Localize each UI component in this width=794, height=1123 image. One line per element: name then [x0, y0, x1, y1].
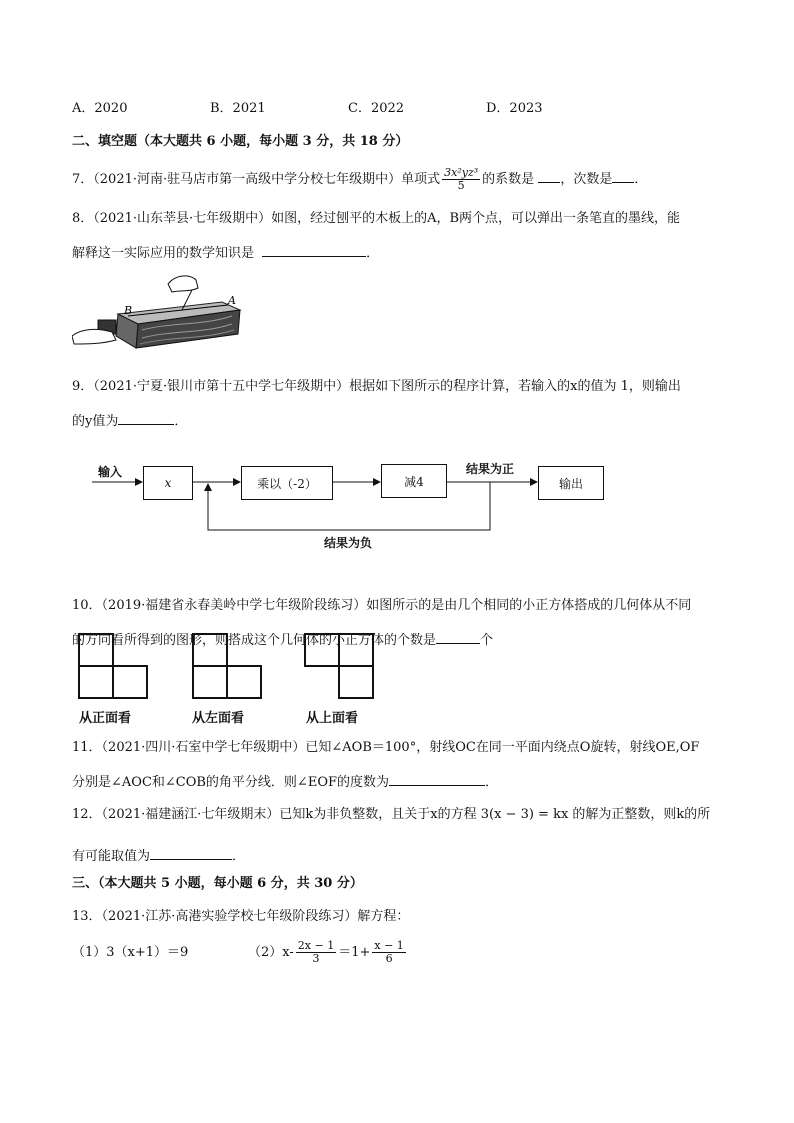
q10-end: 个 — [480, 633, 494, 648]
view-caption-left: 从左面看 — [192, 711, 245, 726]
q13-frac2-den: 6 — [385, 952, 393, 965]
flow-subtract-box: 减4 — [381, 464, 447, 498]
q9-end: ． — [174, 414, 188, 429]
front-view-square — [78, 633, 114, 667]
top-view-square — [304, 633, 340, 667]
label-b: B — [124, 304, 133, 317]
section-2-heading: 二、填空题（本大题共 6 小题，每小题 3 分，共 18 分） — [72, 134, 409, 149]
q13-line1: 13．（2021·江苏·高港实验学校七年级阶段练习）解方程： — [72, 909, 410, 924]
label-a: A — [228, 294, 236, 307]
section-3-heading: 三、（本大题共 5 小题，每小题 6 分，共 30 分） — [72, 876, 363, 891]
q13-part1: （1）3（x+1）＝9 — [72, 945, 189, 960]
flow-x-box: x — [143, 466, 193, 500]
q13-fraction-1 — [296, 940, 336, 965]
flow-positive-label: 结果为正 — [466, 462, 515, 476]
flow-input-label: 输入 — [98, 465, 123, 479]
q11-line2-row — [72, 771, 498, 792]
q9-line2-row — [72, 410, 187, 431]
q7-frac-den: 5 — [457, 179, 465, 192]
flow-output-box: 输出 — [538, 466, 604, 500]
q12-answer-blank[interactable] — [150, 845, 232, 860]
q8-line2: 解释这一实际应用的数学知识是 — [72, 246, 255, 261]
q13-frac1-den: 3 — [312, 952, 320, 965]
q8-end: ． — [366, 246, 380, 261]
option-a: A．2020 — [72, 101, 128, 116]
q9-line2: 的y值为 — [72, 414, 119, 429]
option-d: D．2023 — [486, 101, 543, 116]
q7-end: ． — [634, 172, 648, 187]
q12-line2-row — [72, 845, 245, 866]
left-view-square — [226, 665, 262, 699]
option-c: C．2022 — [348, 101, 405, 116]
front-view-square — [78, 665, 114, 699]
q11-line1: 11．（2021·四川·石室中学七年级期中）已知∠AOB＝100°，射线OC在同一平面内绕点O旋转，射线OE,OF — [72, 740, 700, 755]
left-view-square — [192, 665, 228, 699]
q12-line2: 有可能取值为 — [72, 849, 151, 864]
q10-answer-blank[interactable] — [436, 629, 480, 644]
q7-frac-num: 3x²yz³ — [444, 166, 479, 179]
q7-prefix: 7．（2021·河南·驻马店市第一高级中学分校七年级期中）单项式 — [72, 172, 441, 187]
question-7 — [72, 167, 647, 192]
top-view-square — [338, 633, 374, 667]
q11-answer-blank[interactable] — [389, 771, 485, 786]
flow-multiply-box: 乘以（-2） — [241, 466, 333, 500]
q13-frac2-num: x − 1 — [374, 939, 404, 952]
q7-blank-degree[interactable] — [612, 168, 634, 183]
flow-negative-label: 结果为负 — [324, 536, 373, 550]
q7-sep: ，次数是 — [560, 172, 613, 187]
q7-fraction — [442, 167, 480, 192]
view-caption-front: 从正面看 — [79, 711, 132, 726]
q13-part2 — [248, 938, 408, 968]
q7-blank-coefficient[interactable] — [538, 168, 560, 183]
q9-line1: 9．（2021·宁夏·银川市第十五中学七年级期中）根据如下图所示的程序计算，若输入的x的值为 1，则输出 — [72, 379, 681, 394]
q8-line1: 8．（2021·山东莘县·七年级期中）如图，经过刨平的木板上的A，B两个点，可以弹出一条笔直的墨线，能 — [72, 211, 681, 226]
q13-fraction-2 — [372, 940, 405, 965]
q13-part2-mid: ＝1+ — [338, 945, 371, 960]
q12-end: ． — [232, 849, 246, 864]
q13-frac1-num: 2x − 1 — [297, 939, 335, 952]
top-view-square — [338, 665, 374, 699]
q13-part2-prefix: （2）x- — [248, 945, 294, 960]
q11-line2: 分别是∠AOC和∠COB的角平分线．则∠EOF的度数为 — [72, 775, 389, 790]
left-view-square — [192, 633, 228, 667]
front-view-square — [112, 665, 148, 699]
q10-line2-row — [72, 629, 493, 650]
view-caption-top: 从上面看 — [306, 711, 359, 726]
q11-end: ． — [485, 775, 499, 790]
q8-answer-blank[interactable] — [262, 242, 366, 257]
wood-board-figure — [72, 270, 247, 350]
q10-line1: 10．（2019·福建省永春美岭中学七年级阶段练习）如图所示的是由几个相同的小正方体搭成的几何体从不同 — [72, 598, 692, 613]
q9-answer-blank[interactable] — [118, 410, 174, 425]
q10-line2: 的方向看所得到的图形，则搭成这个几何体的小正方体的个数是 — [72, 633, 437, 648]
q7-middle: 的系数是 — [482, 172, 535, 187]
q12-line1: 12．（2021·福建涵江·七年级期末）已知k为非负整数，且关于x的方程 3(x − 3) = kx 的解为正整数，则k的所 — [72, 807, 711, 822]
q8-line2-row — [72, 242, 379, 263]
option-b: B．2021 — [210, 101, 266, 116]
